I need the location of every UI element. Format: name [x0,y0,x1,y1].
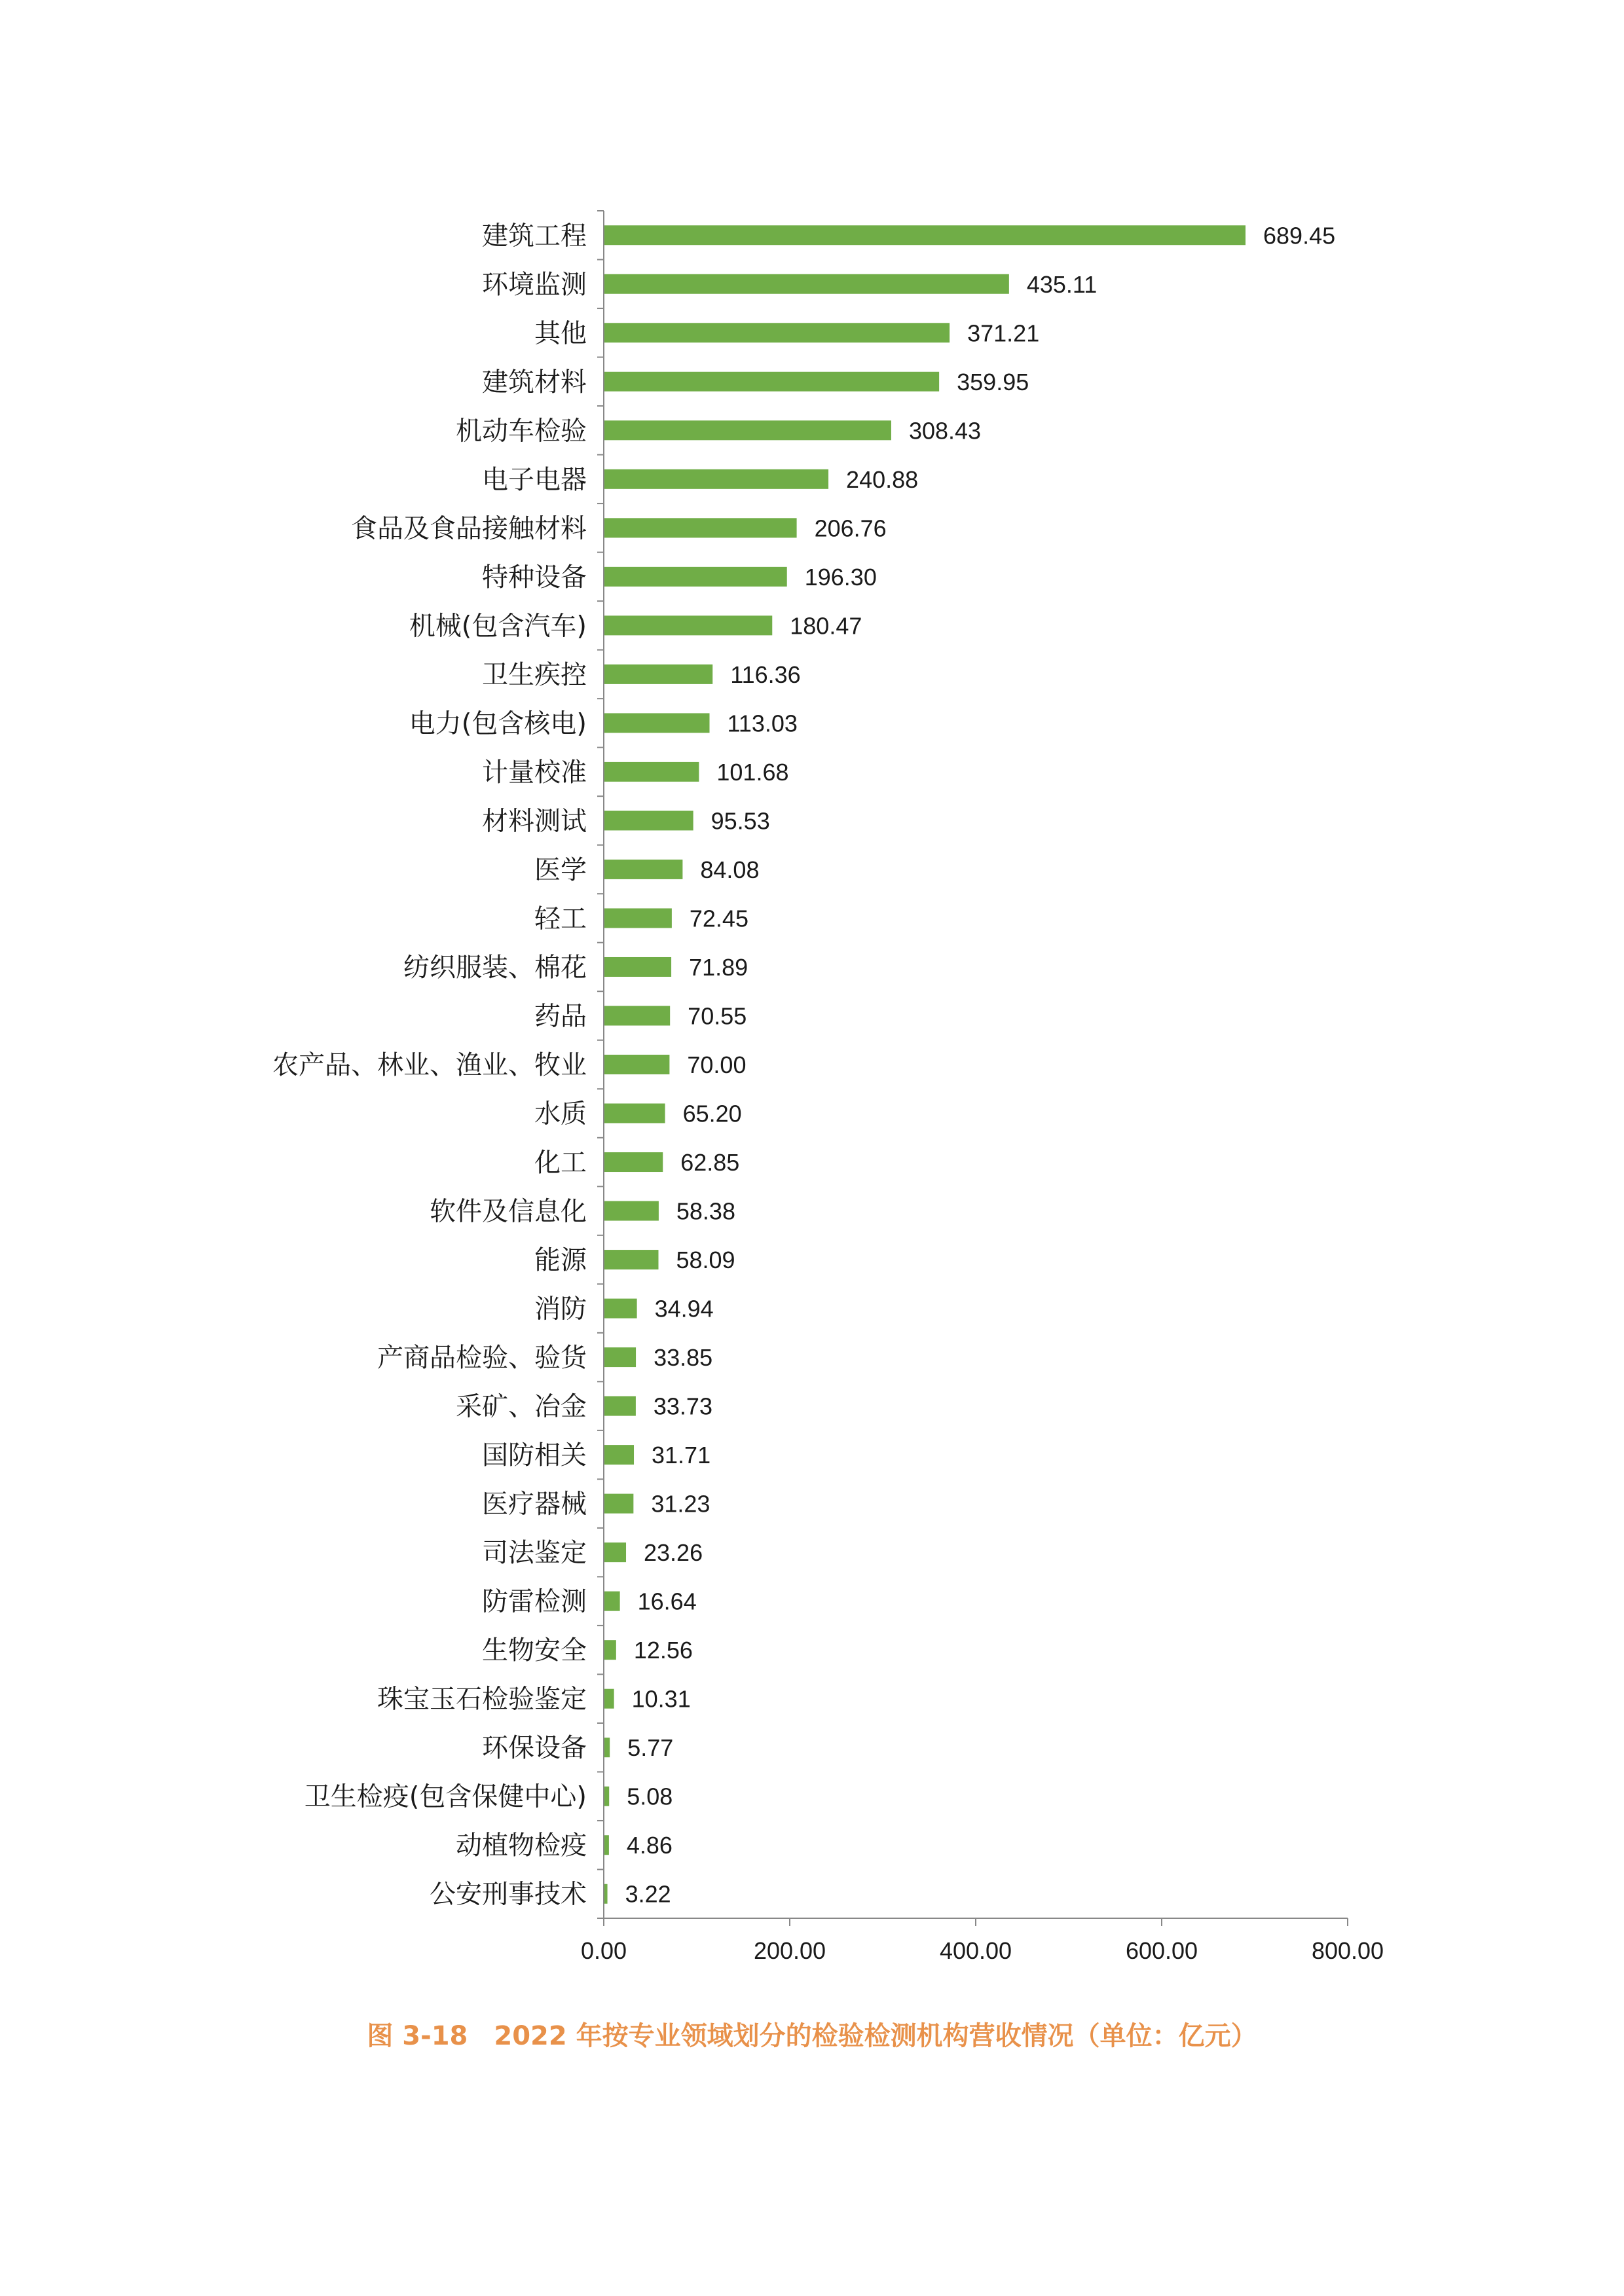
data-label: 70.00 [687,1051,747,1078]
x-tick-label: 600.00 [1125,1937,1198,1964]
bar [604,1884,608,1904]
category-label: 环境监测 [482,269,587,300]
category-label: 产商品检验、验货 [377,1343,587,1374]
bar [604,615,772,635]
category-label: 特种设备 [482,562,587,592]
bar [604,323,950,342]
data-label: 33.73 [653,1393,712,1420]
category-label: 化工 [534,1148,587,1178]
category-label: 食品及食品接触材料 [351,513,587,544]
bar [604,1689,614,1709]
data-label: 689.45 [1263,222,1336,249]
category-label: 生物安全 [482,1635,587,1666]
data-label: 62.85 [680,1149,740,1176]
category-label: 机动车检验 [456,416,587,446]
bar [604,957,671,977]
category-label: 国防相关 [482,1440,587,1471]
data-label: 16.64 [637,1588,697,1615]
bar [604,665,712,684]
bar [604,1396,636,1416]
bar [604,1055,669,1074]
data-label: 5.08 [627,1783,673,1810]
bar [604,1250,658,1269]
data-label: 101.68 [716,758,789,786]
bar [604,372,939,392]
data-label: 240.88 [846,465,919,493]
data-label: 65.20 [682,1100,742,1127]
category-label: 农产品、林业、渔业、牧业 [272,1050,587,1080]
bar [604,1542,626,1562]
category-label: 药品 [534,1001,587,1032]
category-label: 机械(包含汽车) [409,611,587,642]
bar [604,1592,620,1611]
data-label: 180.47 [790,612,862,640]
data-label: 72.45 [689,905,748,932]
category-label: 采矿、冶金 [456,1391,587,1422]
data-label: 84.08 [700,856,760,883]
x-tick-label: 400.00 [939,1937,1012,1964]
category-label: 材料测试 [482,806,587,837]
category-label: 防雷检测 [482,1586,587,1617]
category-label: 动植物检疫 [456,1831,587,1861]
bar [604,225,1246,245]
bar [604,1738,610,1757]
data-label: 34.94 [654,1295,714,1322]
category-label: 电力(包含核电) [409,708,587,739]
data-label: 12.56 [633,1637,693,1664]
data-label: 33.85 [654,1344,713,1372]
data-label: 371.21 [967,319,1040,347]
bar [604,567,787,587]
category-label: 软件及信息化 [430,1196,587,1227]
category-label: 水质 [534,1099,587,1129]
bar [604,811,693,830]
data-label: 359.95 [957,368,1029,395]
category-label: 公安刑事技术 [430,1879,587,1910]
category-label: 能源 [534,1245,587,1276]
data-label: 58.09 [676,1247,735,1274]
data-label: 10.31 [631,1685,691,1713]
data-label: 308.43 [908,417,982,445]
x-tick-label: 200.00 [753,1937,826,1964]
category-label: 其他 [534,318,587,349]
bar [604,469,828,489]
category-label: 轻工 [534,903,587,934]
data-label: 31.71 [652,1442,711,1469]
category-label: 电子电器 [482,464,587,495]
data-label: 435.11 [1026,270,1098,298]
bar [604,1299,637,1319]
bar [604,1104,665,1123]
bar [604,1006,670,1025]
data-label: 23.26 [644,1539,703,1567]
data-label: 4.86 [626,1832,673,1859]
category-label: 卫生检疫(包含保健中心) [304,1781,587,1812]
category-label: 医疗器械 [482,1489,587,1520]
data-label: 95.53 [710,807,770,835]
data-label: 70.55 [688,1002,747,1030]
category-label: 医学 [534,854,587,885]
bar [604,1787,609,1806]
category-label: 环保设备 [482,1733,587,1764]
category-label: 建筑材料 [482,367,587,397]
category-label: 司法鉴定 [482,1538,587,1569]
bar [604,1494,633,1514]
data-label: 58.38 [676,1197,735,1225]
bar [604,518,797,538]
data-label: 5.77 [627,1734,674,1762]
bar [604,420,891,440]
data-label: 3.22 [625,1880,671,1908]
data-label: 31.23 [651,1490,710,1518]
bar [604,1640,616,1660]
bar [604,1835,609,1855]
bar [604,1347,636,1367]
data-label: 71.89 [689,953,748,981]
bar [604,860,682,879]
bar [604,1201,659,1221]
category-label: 卫生疾控 [482,659,587,690]
bar [604,908,672,928]
data-label: 113.03 [727,710,798,737]
figure-caption: 图 3-18 2022 年按专业领域划分的检验检测机构营收情况（单位：亿元） [367,2021,1257,2051]
category-label: 珠宝玉石检验鉴定 [377,1684,587,1715]
category-label: 计量校准 [482,757,587,788]
bar [604,713,710,733]
bar [604,1445,634,1465]
x-tick-label: 0.00 [580,1937,627,1964]
data-label: 206.76 [814,515,887,542]
data-label: 196.30 [804,563,877,591]
bar [604,274,1009,294]
category-label: 消防 [534,1294,587,1324]
category-label: 建筑工程 [482,221,587,251]
category-label: 纺织服装、棉花 [403,952,587,983]
x-tick-label: 800.00 [1311,1937,1384,1964]
data-label: 116.36 [730,661,801,688]
bar [604,1152,663,1172]
bar [604,762,699,782]
